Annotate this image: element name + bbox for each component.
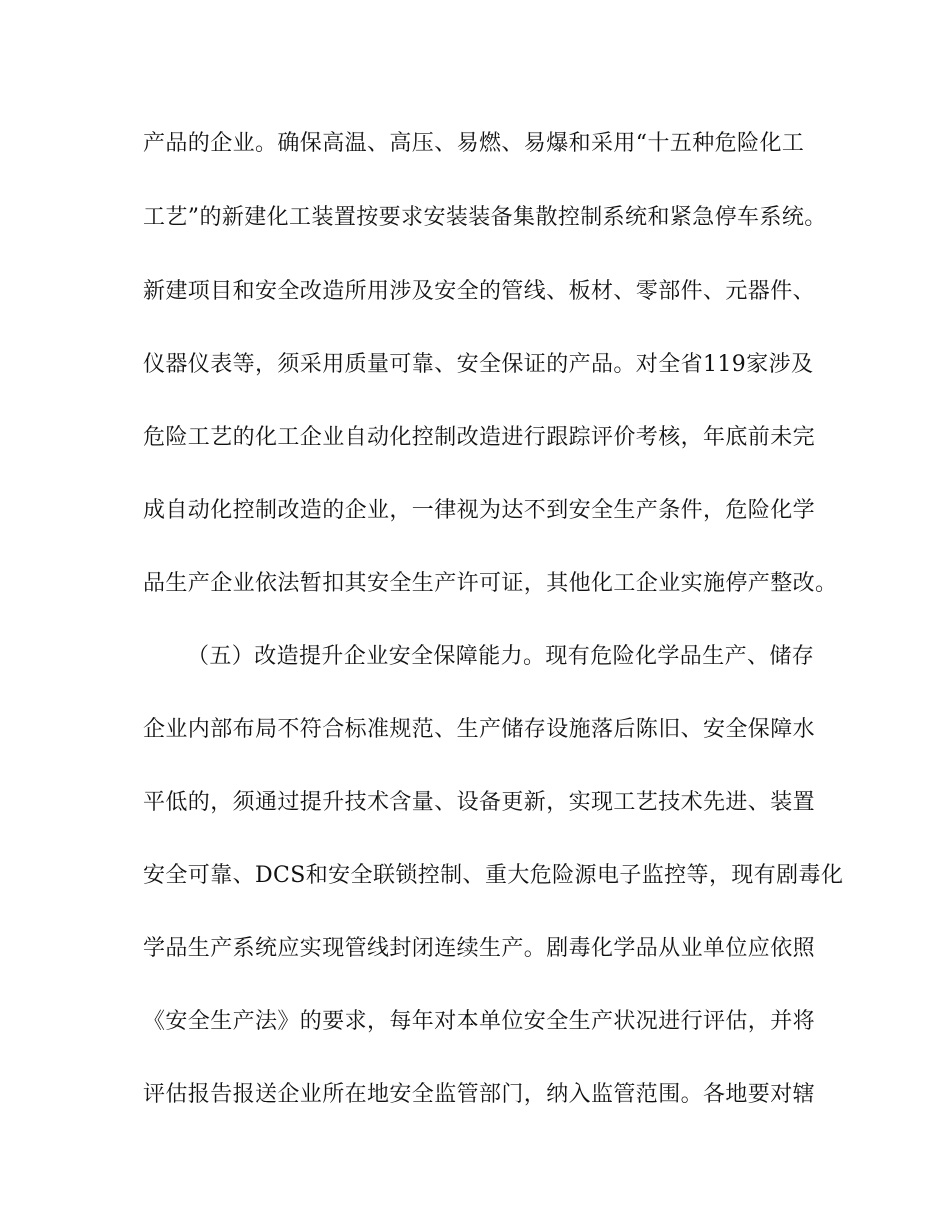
text-line: 评估报告报送企业所在地安全监管部门，纳入监管范围。各地要对辖 xyxy=(143,1082,816,1107)
text-line: 新建项目和安全改造所用涉及安全的管线、板材、零部件、元器件、 xyxy=(143,279,816,304)
text-line: 品生产企业依法暂扣其安全生产许可证，其他化工企业实施停产整改。 xyxy=(143,571,838,596)
text-line: 安全可靠、DCS和安全联锁控制、重大危险源电子监控等，现有剧毒化 xyxy=(143,863,844,888)
text-line: 产品的企业。确保高温、高压、易燃、易爆和采用“十五种危险化工 xyxy=(143,131,805,156)
text-line: 平低的，须通过提升技术含量、设备更新，实现工艺技术先进、装置 xyxy=(143,790,816,815)
text-line: 企业内部布局不符合标准规范、生产储存设施落后陈旧、安全保障水 xyxy=(143,717,816,742)
text-line: 工艺”的新建化工装置按要求安装装备集散控制系统和紧急停车系统。 xyxy=(143,205,827,230)
section-heading-line: （五）改造提升企业安全保障能力。现有危险化学品生产、储存 xyxy=(187,644,815,669)
text-line: 学品生产系统应实现管线封闭连续生产。剧毒化学品从业单位应依照 xyxy=(143,936,816,961)
text-line: 《安全生产法》的要求，每年对本单位安全生产状况进行评估，并将 xyxy=(143,1009,816,1034)
text-line: 危险工艺的化工企业自动化控制改造进行跟踪评价考核，年底前未完 xyxy=(143,425,816,450)
text-line: 成自动化控制改造的企业，一律视为达不到安全生产条件，危险化学 xyxy=(143,498,816,523)
text-line: 仪器仪表等，须采用质量可靠、安全保证的产品。对全省119家涉及 xyxy=(143,352,814,377)
